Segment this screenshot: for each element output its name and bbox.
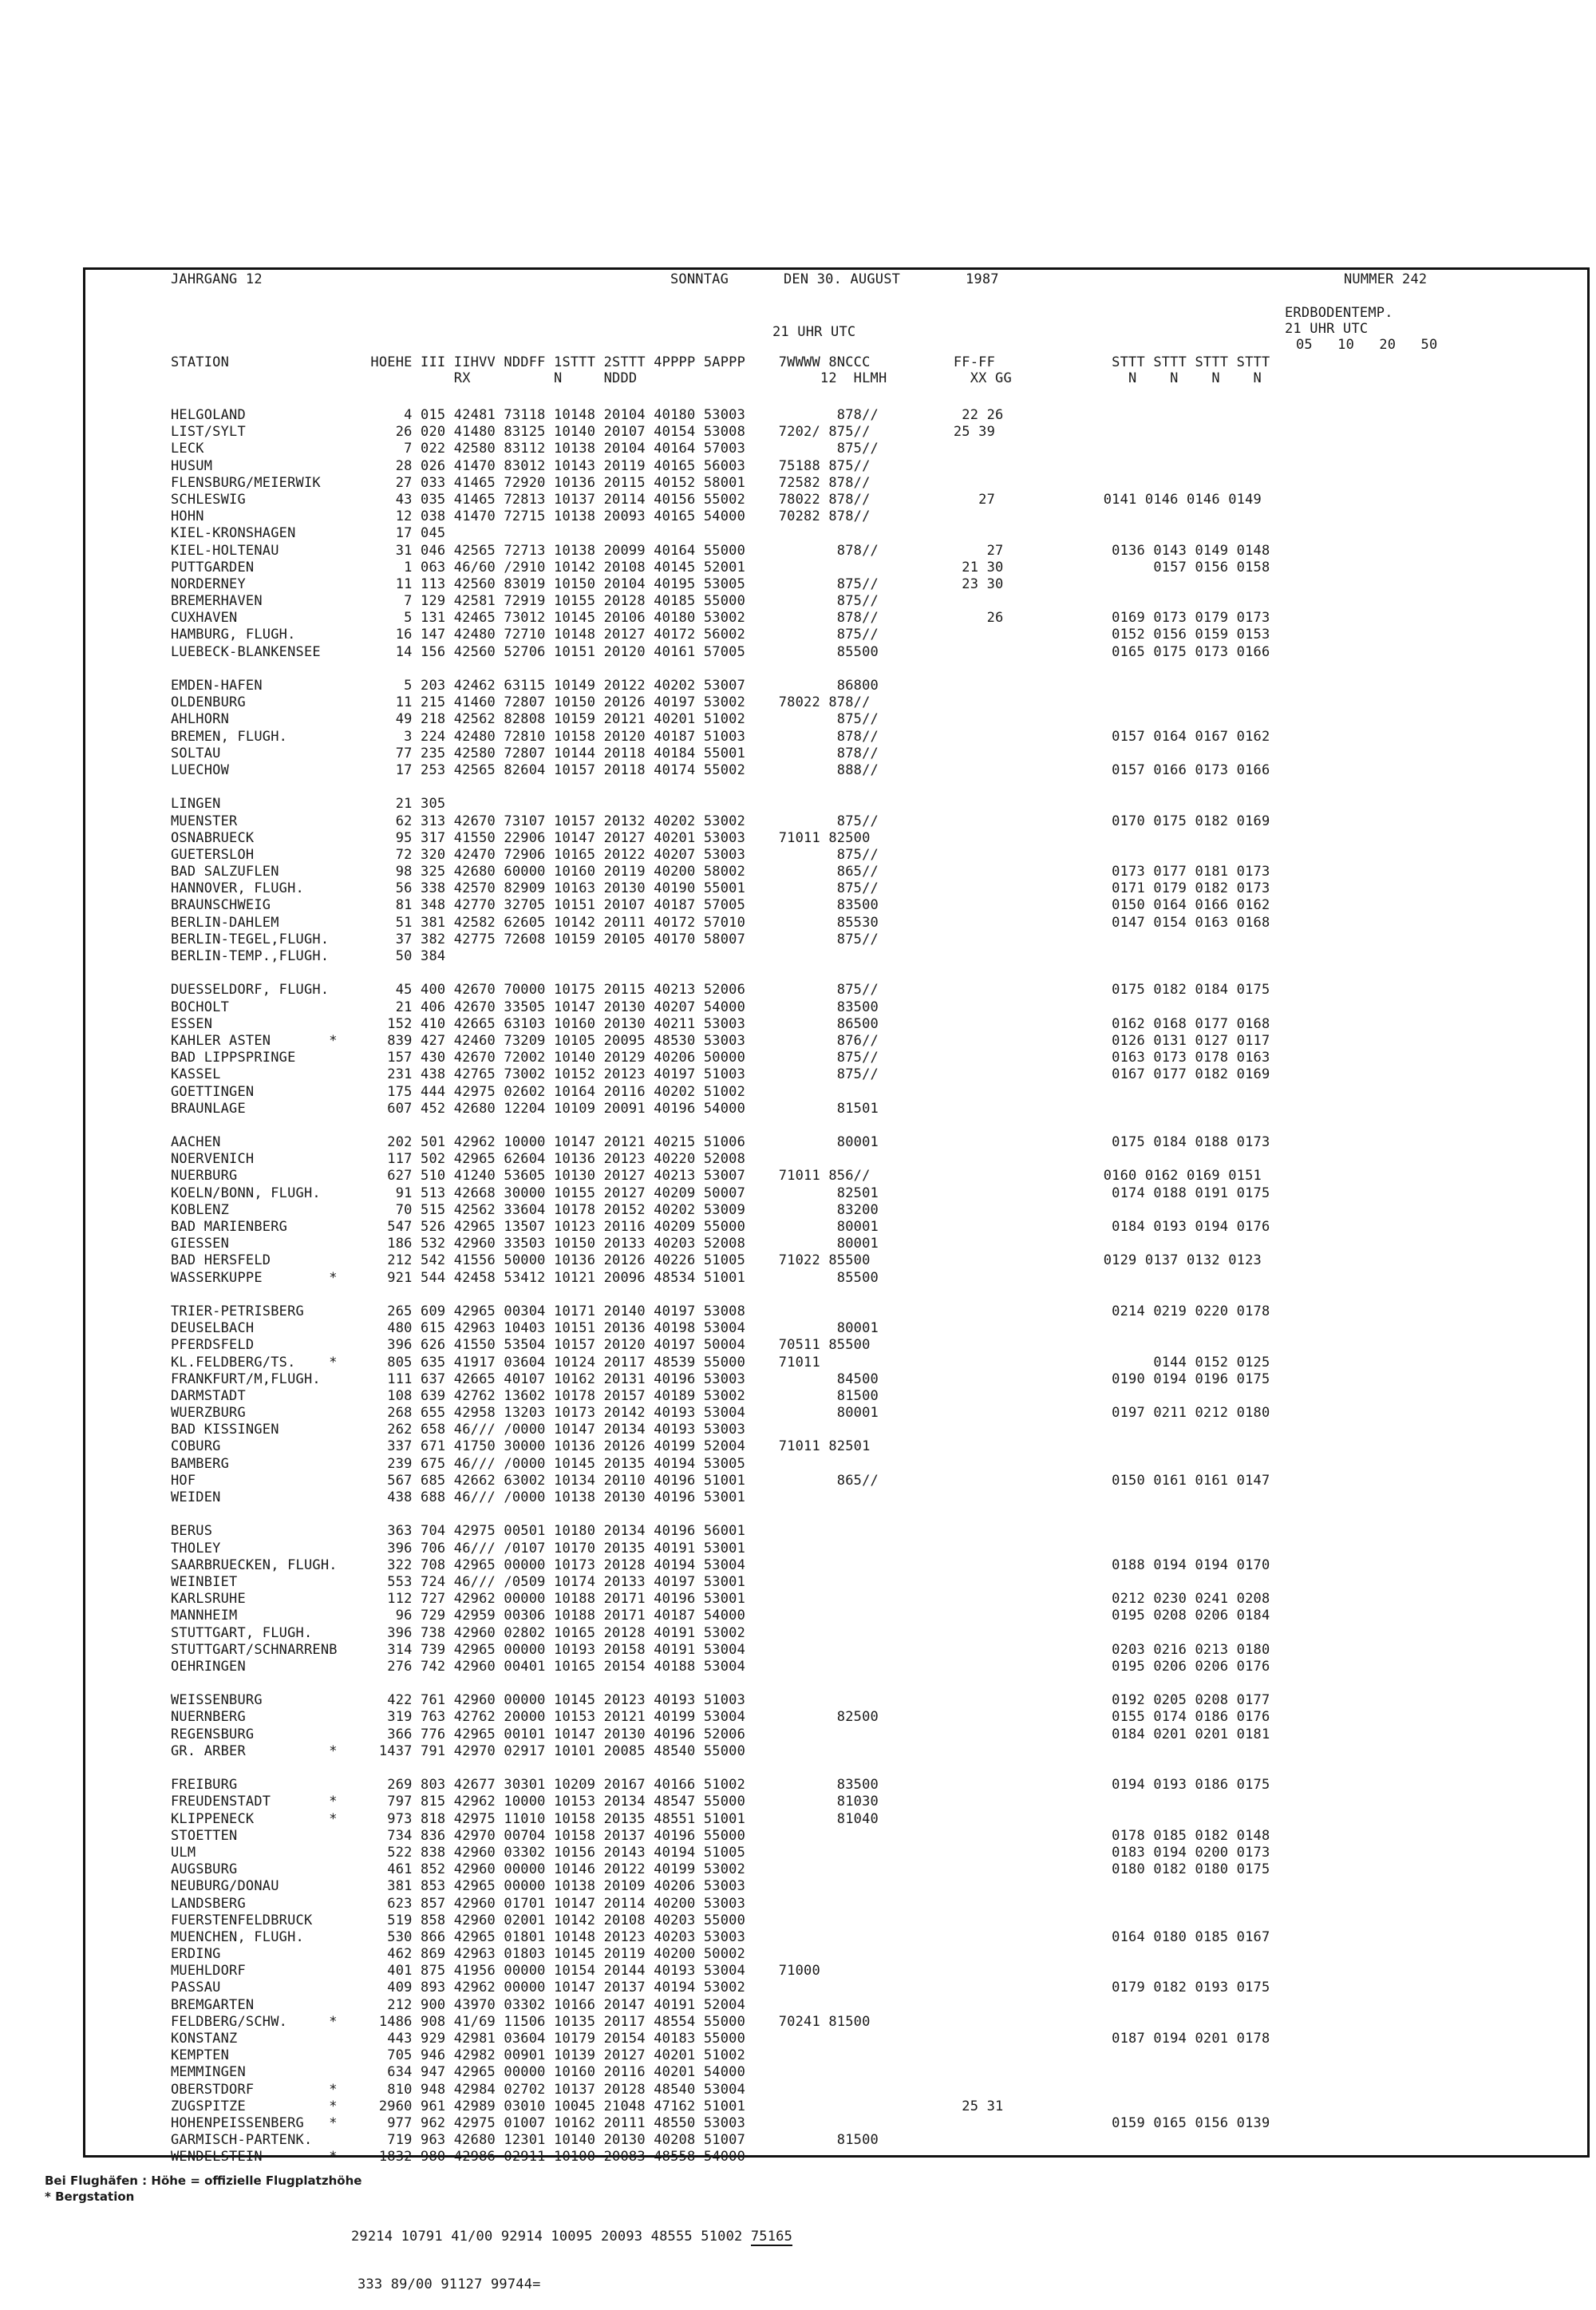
erdboden-title: ERDBODENTEMP.: [1285, 305, 1393, 321]
station-row: MUENSTER 62 313 42670 73107 10157 20132 40202 53002 875// 0170 0175 0182 0169: [171, 813, 1270, 829]
station-row: FRANKFURT/M,FLUGH. 111 637 42665 40107 10162 20131 40196 53003 84500 0190 0194 0196 0175: [171, 1371, 1270, 1387]
station-row: SCHLESWIG 43 035 41465 72813 10137 20114 40156 55002 78022 878// 27 0141 0146 0146 0149: [171, 491, 1262, 508]
station-row: LANDSBERG 623 857 42960 01701 10147 20114 40200 53003: [171, 1895, 746, 1912]
station-row: STUTTGART, FLUGH. 396 738 42960 02802 10165 20128 40191 53002: [171, 1624, 746, 1641]
station-table: [171, 407, 1270, 2166]
bottom-code-line1-main: 29214 10791 41/00 92914 10095 20093 48555 51002: [351, 2229, 751, 2245]
station-row: BERLIN-TEGEL,FLUGH. 37 382 42775 72608 10159 20105 40170 58007 875//: [171, 931, 879, 947]
station-row: LIST/SYLT 26 020 41480 83125 10140 20107 40154 53008 7202/ 875// 25 39: [171, 424, 996, 441]
footnotes: [45, 2173, 361, 2205]
station-row: SAARBRUECKEN, FLUGH. 322 708 42965 00000 10173 20128 40194 53004 0188 0194 0194 0170: [171, 1556, 1270, 1573]
station-row: LECK 7 022 42580 83112 10138 20104 40164 57003 875//: [171, 441, 879, 457]
date: DEN 30. AUGUST: [784, 271, 901, 287]
obs-time: 21 UHR UTC: [772, 324, 856, 340]
station-row: PASSAU 409 893 42962 00000 10147 20137 40194 53002 0179 0182 0193 0175: [171, 1980, 1270, 1996]
station-row: BERLIN-TEMP.,FLUGH. 50 384: [171, 948, 446, 964]
station-row: BAD MARIENBERG 547 526 42965 13507 10123 20116 40209 55000 80001 0184 0193 0194 0176: [171, 1219, 1270, 1235]
weekday: SONNTAG: [670, 271, 729, 287]
station-row: KOELN/BONN, FLUGH. 91 513 42668 30000 10155 20127 40209 50007 82501 0174 0188 0191 0175: [171, 1185, 1270, 1201]
station-row: COBURG 337 671 41750 30000 10136 20126 40199 52004 71011 82501: [171, 1438, 871, 1455]
station-row: ZUGSPITZE * 2960 961 42989 03010 10045 21048 47162 51001 25 31: [171, 2098, 1004, 2114]
station-row: PUTTGARDEN 1 063 46/60 /2910 10142 20108 40145 52001 21 30 0157 0156 0158: [171, 559, 1270, 576]
airport-footnote: Bei Flughäfen : Höhe = offizielle Flugplatzhöhe: [45, 2174, 362, 2188]
station-row: WASSERKUPPE * 921 544 42458 53412 10121 20096 48534 51001 85500: [171, 1269, 879, 1286]
station-row: BERUS 363 704 42975 00501 10180 20134 40196 56001: [171, 1523, 746, 1540]
year: 1987: [966, 271, 999, 287]
row-spacer: [171, 1506, 1270, 1523]
station-row: KEMPTEN 705 946 42982 00901 10139 20127 40201 51002: [171, 2047, 746, 2064]
mountain-station-footnote: * Bergstation: [45, 2189, 135, 2204]
issue-number: NUMMER 242: [1344, 271, 1428, 287]
station-row: HOHN 12 038 41470 72715 10138 20093 40165 54000 70282 878//: [171, 508, 871, 525]
erdboden-time: 21 UHR UTC: [1285, 321, 1369, 337]
station-row: CUXHAVEN 5 131 42465 73012 10145 20106 40180 53002 878// 26 0169 0173 0179 0173: [171, 610, 1270, 627]
station-row: GUETERSLOH 72 320 42470 72906 10165 20122 40207 53003 875//: [171, 846, 879, 863]
station-row: HELGOLAND 4 015 42481 73118 10148 20104 40180 53003 878// 22 26: [171, 407, 1004, 423]
bottom-code: [351, 2197, 792, 2308]
station-row: REGENSBURG 366 776 42965 00101 10147 20130 40196 52006 0184 0201 0201 0181: [171, 1726, 1270, 1742]
station-row: DEUSELBACH 480 615 42963 10403 10151 20136 40198 53004 80001: [171, 1320, 879, 1337]
station-row: BOCHOLT 21 406 42670 33505 10147 20130 40207 54000 83500: [171, 999, 879, 1015]
station-row: OSNABRUECK 95 317 41550 22906 10147 20127 40201 53003 71011 82500: [171, 829, 871, 846]
station-row: MANNHEIM 96 729 42959 00306 10188 20171 40187 54000 0195 0208 0206 0184: [171, 1608, 1270, 1624]
station-row: KAHLER ASTEN * 839 427 42460 73209 10105 20095 48530 53003 876// 0126 0131 0127 0117: [171, 1032, 1270, 1049]
station-row: BRAUNLAGE 607 452 42680 12204 10109 20091 40196 54000 81501: [171, 1100, 879, 1117]
bottom-code-line2: 333 89/00 91127 99744=: [358, 2276, 541, 2292]
station-row: KOBLENZ 70 515 42562 33604 10178 20152 40202 53009 83200: [171, 1201, 879, 1218]
station-row: AUGSBURG 461 852 42960 00000 10146 20122 40199 53002 0180 0182 0180 0175: [171, 1861, 1270, 1878]
station-row: WEINBIET 553 724 46/// /0509 10174 20133 40197 53001: [171, 1573, 746, 1590]
station-row: BAD KISSINGEN 262 658 46/// /0000 10147 20134 40193 53003: [171, 1422, 746, 1438]
bottom-code-line1: [351, 2229, 792, 2245]
station-row: BREMEN, FLUGH. 3 224 42480 72810 10158 20120 40187 51003 878// 0157 0164 0167 0162: [171, 728, 1270, 745]
station-row: KASSEL 231 438 42765 73002 10152 20123 40197 51003 875// 0167 0177 0182 0169: [171, 1066, 1270, 1083]
station-row: NUERNBERG 319 763 42762 20000 10153 20121 40199 53004 82500 0155 0174 0186 0176: [171, 1709, 1270, 1726]
station-row: LUECHOW 17 253 42565 82604 10157 20118 40174 55002 888// 0157 0166 0173 0166: [171, 761, 1270, 778]
station-row: KLIPPENECK * 973 818 42975 11010 10158 20135 48551 51001 81040: [171, 1810, 879, 1827]
station-row: FREIBURG 269 803 42677 30301 10209 20167 40166 51002 83500 0194 0193 0186 0175: [171, 1777, 1270, 1794]
station-row: AHLHORN 49 218 42562 82808 10159 20121 40201 51002 875//: [171, 711, 879, 728]
station-row: NEUBURG/DONAU 381 853 42965 00000 10138 20109 40206 53003: [171, 1878, 746, 1895]
station-row: BAD HERSFELD 212 542 41556 50000 10136 20126 40226 51005 71022 85500 0129 0137 0132 0123: [171, 1252, 1262, 1269]
station-row: FELDBERG/SCHW. * 1486 908 41/69 11506 10135 20117 48554 55000 70241 81500: [171, 2013, 871, 2030]
station-row: BREMGARTEN 212 900 43970 03302 10166 20147 40191 52004: [171, 1996, 746, 2013]
station-row: GR. ARBER * 1437 791 42970 02917 10101 20085 48540 55000: [171, 1742, 746, 1759]
station-row: BRAUNSCHWEIG 81 348 42770 32705 10151 20107 40187 57005 83500 0150 0164 0166 0162: [171, 897, 1270, 914]
station-row: KIEL-HOLTENAU 31 046 42565 72713 10138 20099 40164 55000 878// 27 0136 0143 0149 0148: [171, 542, 1270, 559]
bottom-code-line1-underlined: 75165: [750, 2229, 793, 2245]
station-row: HAMBURG, FLUGH. 16 147 42480 72710 10148 20127 40172 56002 875// 0152 0156 0159 0153: [171, 627, 1270, 643]
row-spacer: [171, 779, 1270, 796]
station-row: AACHEN 202 501 42962 10000 10147 20121 40215 51006 80001 0175 0184 0188 0173: [171, 1134, 1270, 1151]
row-spacer: [171, 1287, 1270, 1303]
station-row: BERLIN-DAHLEM 51 381 42582 62605 10142 20111 40172 57010 85530 0147 0154 0163 0168: [171, 914, 1270, 931]
station-row: WENDELSTEIN * 1832 980 42986 02911 10100 20083 48558 54000: [171, 2149, 746, 2166]
station-row: FLENSBURG/MEIERWIK 27 033 41465 72920 10136 20115 40152 58001 72582 878//: [171, 474, 871, 491]
station-row: LUEBECK-BLANKENSEE 14 156 42560 52706 10151 20120 40161 57005 85500 0165 0175 0173 0166: [171, 643, 1270, 660]
station-row: KIEL-KRONSHAGEN 17 045: [171, 525, 446, 542]
station-row: HOHENPEISSENBERG * 977 962 42975 01007 10162 20111 48550 53003 0159 0165 0156 0139: [171, 2114, 1270, 2131]
station-row: ESSEN 152 410 42665 63103 10160 20130 40211 53003 86500 0162 0168 0177 0168: [171, 1015, 1270, 1032]
station-row: EMDEN-HAFEN 5 203 42462 63115 10149 20122 40202 53007 86800: [171, 678, 879, 694]
station-row: HANNOVER, FLUGH. 56 338 42570 82909 10163 20130 40190 55001 875// 0171 0179 0182 0173: [171, 880, 1270, 897]
row-spacer: [171, 1760, 1270, 1777]
erdboden-depths: 05 10 20 50: [1296, 337, 1438, 353]
station-row: STOETTEN 734 836 42970 00704 10158 20137 40196 55000 0178 0185 0182 0148: [171, 1827, 1270, 1844]
station-row: DARMSTADT 108 639 42762 13602 10178 20157 40189 53002 81500: [171, 1387, 879, 1404]
station-row: OEHRINGEN 276 742 42960 00401 10165 20154 40188 53004 0195 0206 0206 0176: [171, 1658, 1270, 1675]
station-row: GIESSEN 186 532 42960 33503 10150 20133 40203 52008 80001: [171, 1236, 879, 1252]
station-row: PFERDSFELD 396 626 41550 53504 10157 20120 40197 50004 70511 85500: [171, 1337, 871, 1354]
column-header-line2: RX N NDDD 12 HLMH XX GG N N N N: [171, 370, 1262, 386]
station-row: WUERZBURG 268 655 42958 13203 10173 20142 40193 53004 80001 0197 0211 0212 0180: [171, 1405, 1270, 1422]
station-row: WEISSENBURG 422 761 42960 00000 10145 20123 40193 51003 0192 0205 0208 0177: [171, 1692, 1270, 1709]
row-spacer: [171, 1675, 1270, 1692]
station-row: THOLEY 396 706 46/// /0107 10170 20135 40191 53001: [171, 1540, 746, 1556]
station-row: NUERBURG 627 510 41240 53605 10130 20127 40213 53007 71011 856// 0160 0162 0169 0151: [171, 1168, 1262, 1185]
station-row: OLDENBURG 11 215 41460 72807 10150 20126 40197 53002 78022 878//: [171, 694, 871, 711]
station-row: KARLSRUHE 112 727 42962 00000 10188 20171 40196 53001 0212 0230 0241 0208: [171, 1591, 1270, 1608]
station-row: NOERVENICH 117 502 42965 62604 10136 20123 40220 52008: [171, 1151, 746, 1168]
station-row: LINGEN 21 305: [171, 796, 446, 813]
station-row: FUERSTENFELDBRUCK 519 858 42960 02001 10142 20108 40203 55000: [171, 1912, 746, 1928]
station-row: STUTTGART/SCHNARRENB 314 739 42965 00000 10193 20158 40191 53004 0203 0216 0213 0180: [171, 1641, 1270, 1658]
station-row: KONSTANZ 443 929 42981 03604 10179 20154 40183 55000 0187 0194 0201 0178: [171, 2031, 1270, 2047]
row-spacer: [171, 1117, 1270, 1134]
station-row: TRIER-PETRISBERG 265 609 42965 00304 10171 20140 40197 53008 0214 0219 0220 0178: [171, 1303, 1270, 1319]
station-row: OBERSTDORF * 810 948 42984 02702 10137 20128 48540 53004: [171, 2081, 746, 2098]
station-row: BAD LIPPSPRINGE 157 430 42670 72002 10140 20129 40206 50000 875// 0163 0173 0178 0163: [171, 1050, 1270, 1066]
station-row: SOLTAU 77 235 42580 72807 10144 20118 40184 55001 878//: [171, 745, 879, 761]
station-row: WEIDEN 438 688 46/// /0000 10138 20130 40196 53001: [171, 1489, 746, 1505]
station-row: GOETTINGEN 175 444 42975 02602 10164 20116 40202 51002: [171, 1083, 746, 1100]
station-row: GARMISCH-PARTENK. 719 963 42680 12301 10140 20130 40208 51007 81500: [171, 2132, 879, 2149]
row-spacer: [171, 965, 1270, 982]
station-row: ULM 522 838 42960 03302 10156 20143 40194 51005 0183 0194 0200 0173: [171, 1844, 1270, 1861]
station-row: ERDING 462 869 42963 01803 10145 20119 40200 50002: [171, 1946, 746, 1963]
station-row: HOF 567 685 42662 63002 10134 20110 40196 51001 865// 0150 0161 0161 0147: [171, 1472, 1270, 1489]
row-spacer: [171, 661, 1270, 678]
station-row: MUENCHEN, FLUGH. 530 866 42965 01801 10148 20123 40203 53003 0164 0180 0185 0167: [171, 1928, 1270, 1945]
station-row: FREUDENSTADT * 797 815 42962 10000 10153 20134 48547 55000 81030: [171, 1794, 879, 1810]
station-row: BAMBERG 239 675 46/// /0000 10145 20135 40194 53005: [171, 1455, 746, 1472]
station-row: BREMERHAVEN 7 129 42581 72919 10155 20128 40185 55000 875//: [171, 593, 879, 610]
station-row: BAD SALZUFLEN 98 325 42680 60000 10160 20119 40200 58002 865// 0173 0177 0181 0173: [171, 864, 1270, 880]
station-row: MEMMINGEN 634 947 42965 00000 10160 20116 40201 54000: [171, 2064, 746, 2081]
station-row: MUEHLDORF 401 875 41956 00000 10154 20144 40193 53004 71000: [171, 1963, 820, 1980]
station-row: KL.FELDBERG/TS. * 805 635 41917 03604 10124 20117 48539 55000 71011 0144 0152 0125: [171, 1354, 1270, 1371]
station-row: NORDERNEY 11 113 42560 83019 10150 20104 40195 53005 875// 23 30: [171, 576, 1004, 592]
column-header-line1: STATION HOEHE III IIHVV NDDFF 1STTT 2STTT 4PPPP 5APPP 7WWWW 8NCCC FF-FF STTT STTT STTT STTT: [171, 354, 1270, 370]
station-row: HUSUM 28 026 41470 83012 10143 20119 40165 56003 75188 875//: [171, 457, 871, 474]
station-row: DUESSELDORF, FLUGH. 45 400 42670 70000 10175 20115 40213 52006 875// 0175 0182 0184 0175: [171, 982, 1270, 999]
jahrgang: JAHRGANG 12: [171, 271, 263, 287]
